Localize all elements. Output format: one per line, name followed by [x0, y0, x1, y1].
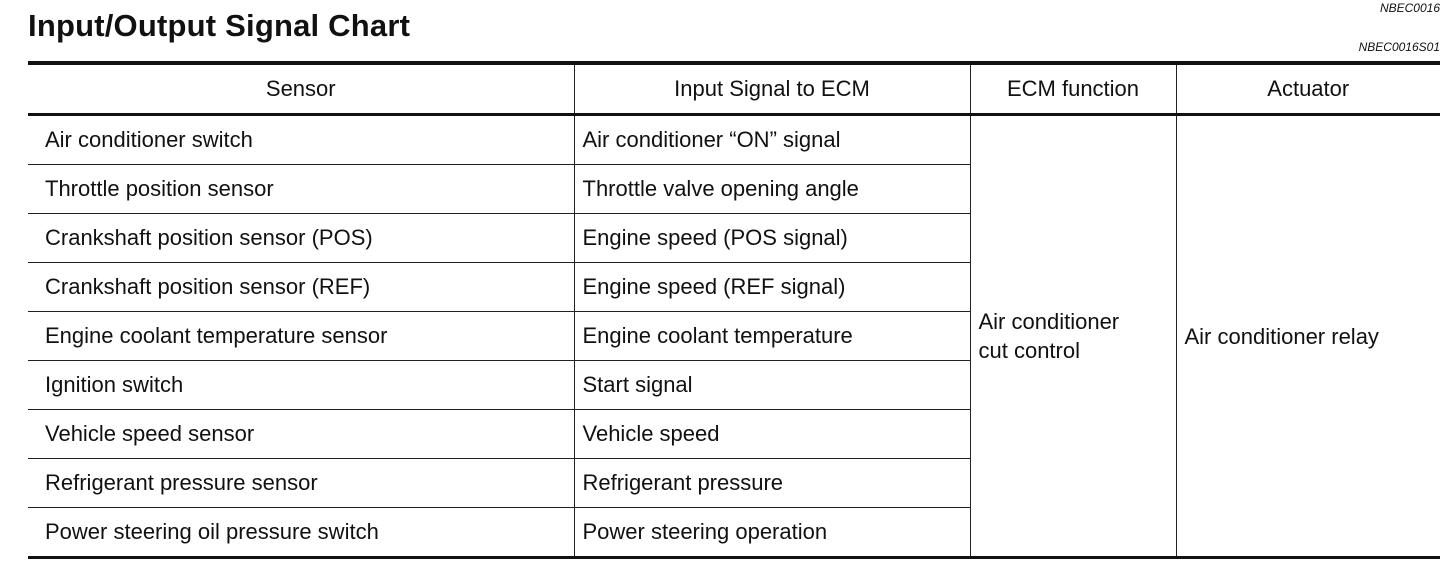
- signal-chart-table: [28, 61, 1440, 559]
- sensor-cell: Engine coolant temperature sensor: [28, 312, 574, 361]
- sensor-cell: Ignition switch: [28, 361, 574, 410]
- input-signal-cell: Engine coolant temperature: [574, 312, 970, 361]
- ecm-function-cell: [970, 115, 1176, 558]
- document-code: NBEC0016: [1379, 1, 1440, 15]
- page-title: Input/Output Signal Chart: [28, 8, 411, 43]
- input-signal-cell: Air conditioner “ON” signal: [574, 115, 970, 165]
- input-signal-cell: Vehicle speed: [574, 410, 970, 459]
- sensor-cell: Refrigerant pressure sensor: [28, 459, 574, 508]
- header-ecm-function: ECM function: [970, 63, 1176, 115]
- ecm-function-line: cut control: [978, 338, 1080, 363]
- sensor-cell: Power steering oil pressure switch: [28, 508, 574, 558]
- table-header-row: [28, 63, 1440, 115]
- ecm-function-line: Air conditioner: [978, 309, 1120, 334]
- sensor-cell: Crankshaft position sensor (REF): [28, 263, 574, 312]
- sensor-cell: Vehicle speed sensor: [28, 410, 574, 459]
- header-sensor: Sensor: [28, 63, 574, 115]
- section-code: NBEC0016S01: [1358, 40, 1440, 54]
- input-signal-cell: Start signal: [574, 361, 970, 410]
- input-signal-cell: Power steering operation: [574, 508, 970, 558]
- actuator-cell: Air conditioner relay: [1176, 115, 1440, 558]
- input-signal-cell: Throttle valve opening angle: [574, 165, 970, 214]
- sensor-cell: Throttle position sensor: [28, 165, 574, 214]
- input-signal-cell: Engine speed (POS signal): [574, 214, 970, 263]
- table-row: [28, 115, 1440, 165]
- sensor-cell: Crankshaft position sensor (POS): [28, 214, 574, 263]
- sensor-cell: Air conditioner switch: [45, 127, 253, 152]
- header-actuator: Actuator: [1176, 63, 1440, 115]
- input-signal-cell: Refrigerant pressure: [574, 459, 970, 508]
- header-input-signal: Input Signal to ECM: [574, 63, 970, 115]
- input-signal-cell: Engine speed (REF signal): [574, 263, 970, 312]
